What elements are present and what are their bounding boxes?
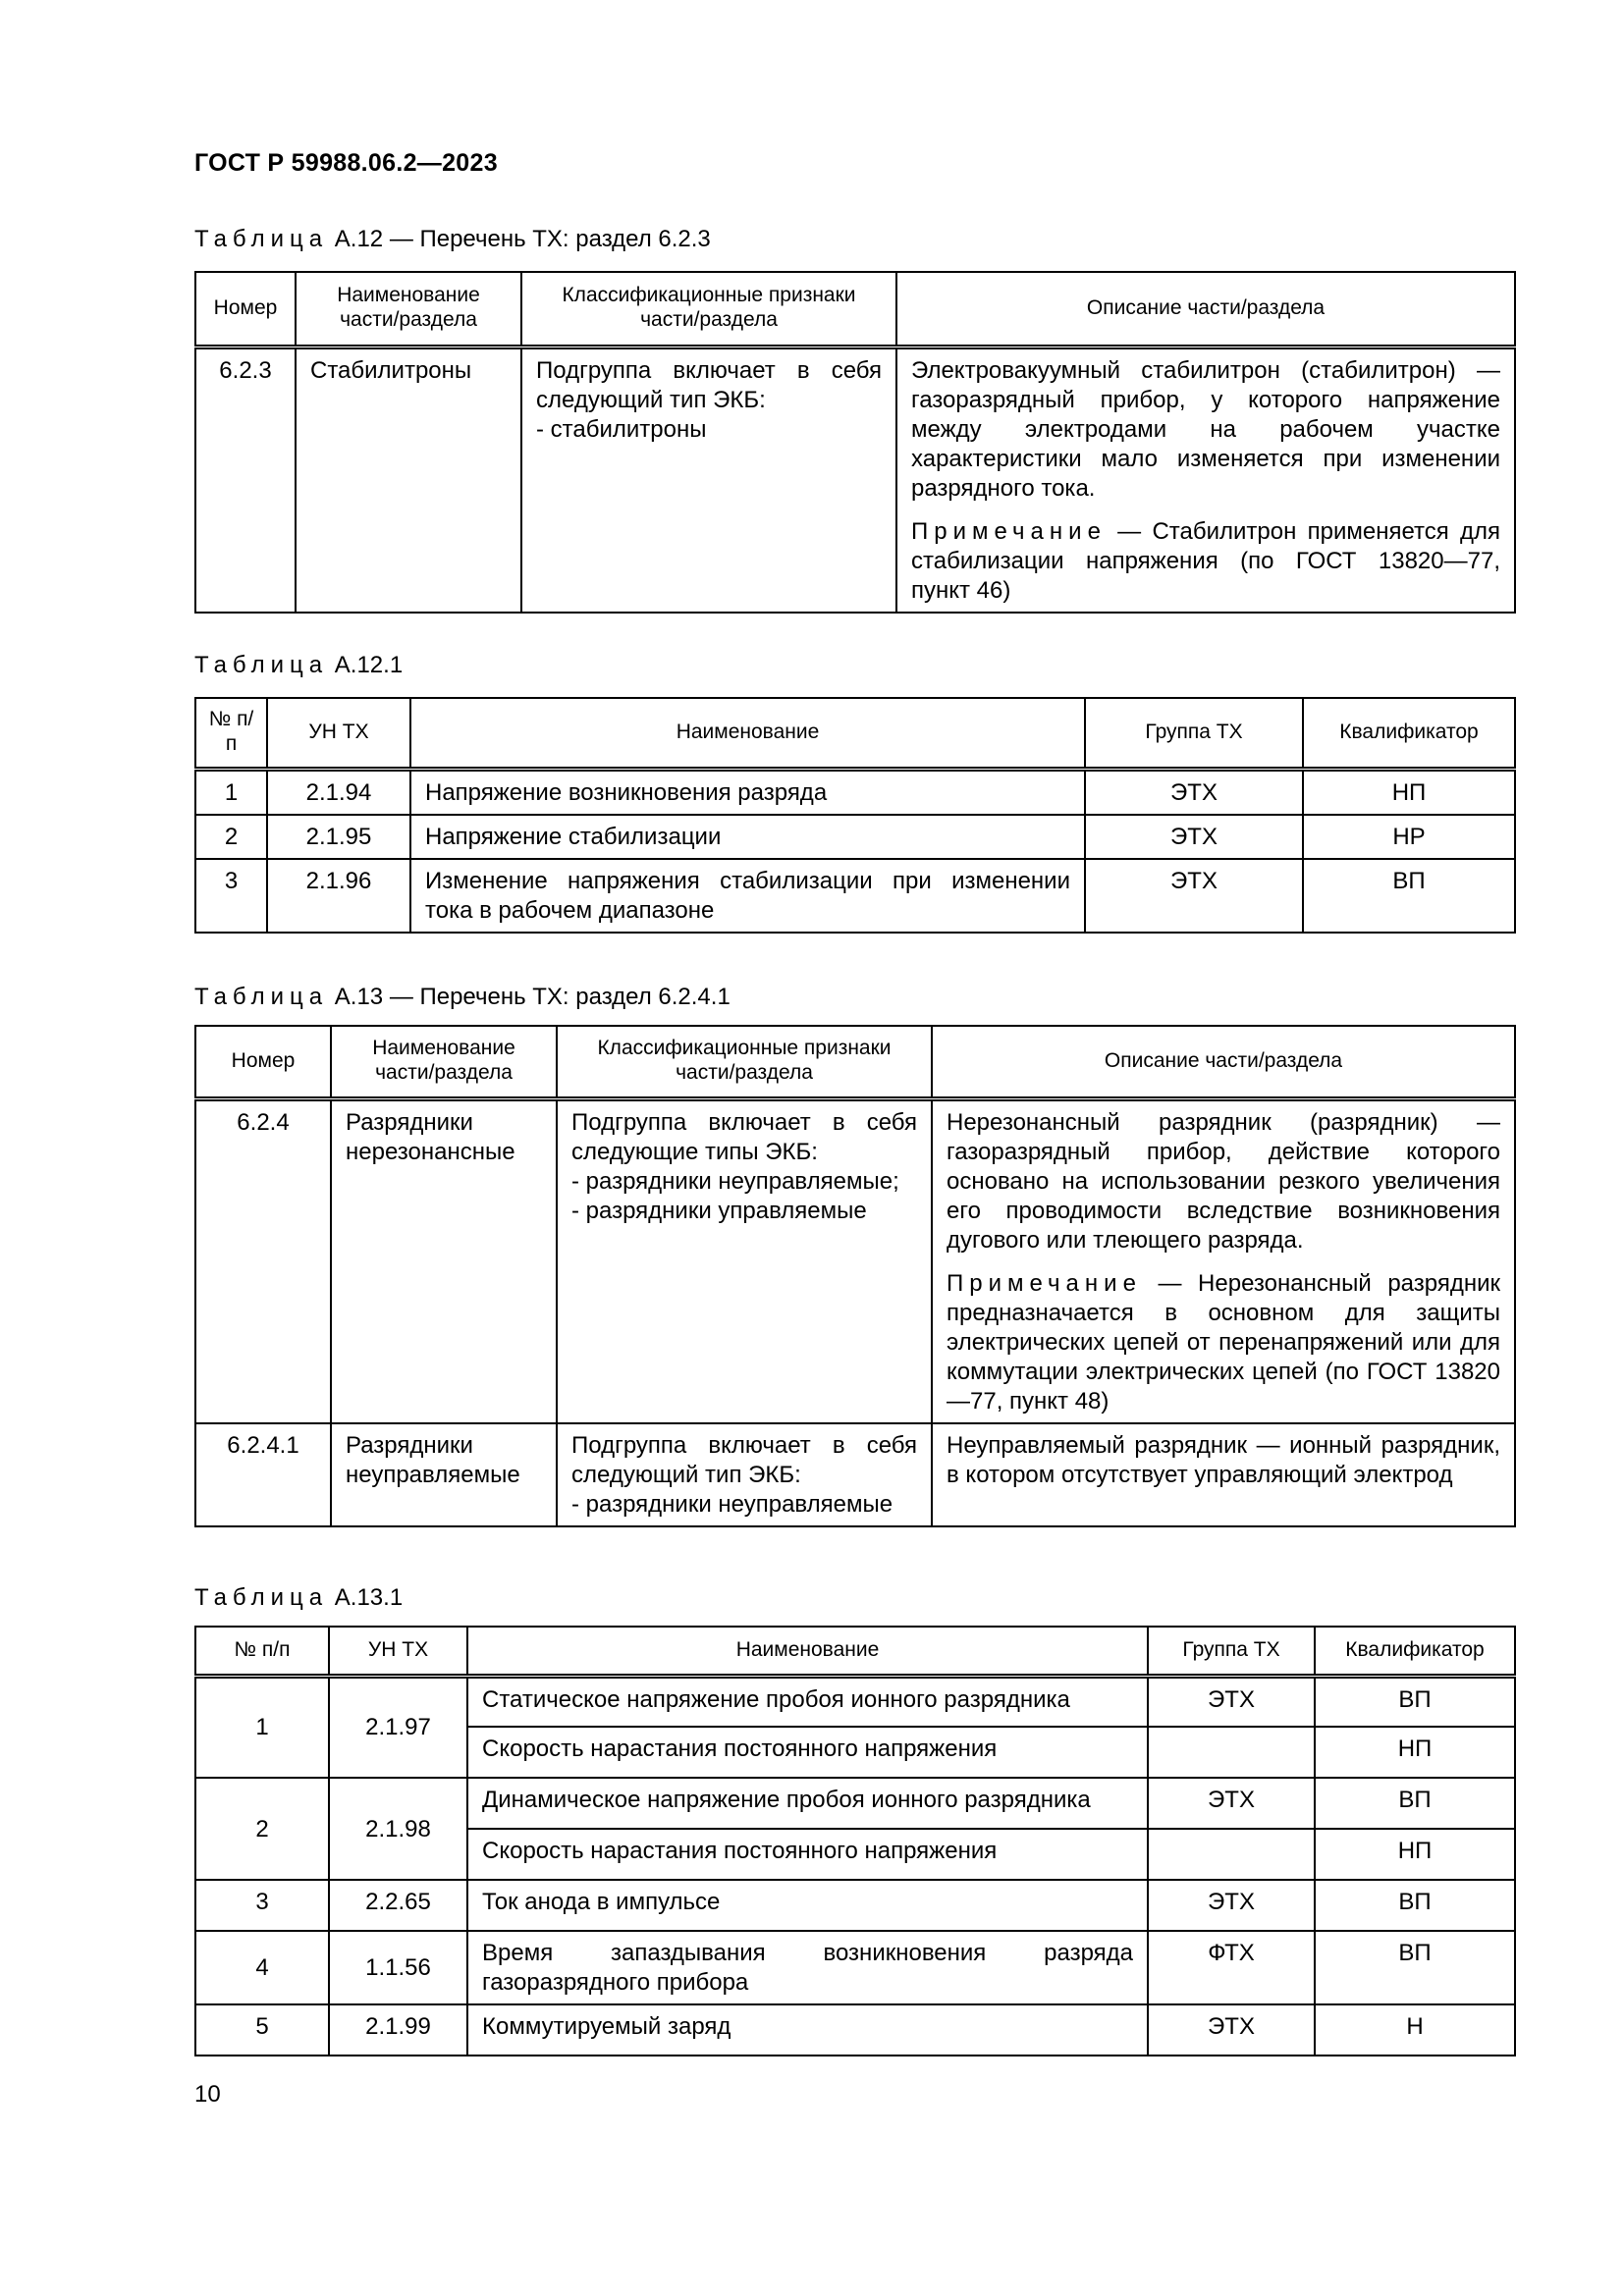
- description-text: Электровакуумный стабилитрон (стабилитрон) — газоразрядный прибор, у которого напряжение между электродами на рабочем участке характеристики мало изменяется при изменении разрядного тока.: [911, 356, 1500, 502]
- table-row: [195, 1778, 1515, 1829]
- classification-intro: Подгруппа включает в себя следующие типы ЭКБ:: [571, 1108, 917, 1165]
- cell-n: 1: [195, 769, 267, 815]
- cell-qualifier: НП: [1315, 1727, 1515, 1778]
- cell-n: 3: [195, 1880, 329, 1931]
- cell-name: Разрядники неуправляемые: [331, 1423, 557, 1526]
- cell-qualifier: НР: [1303, 815, 1515, 859]
- cell-name: Ток анода в импульсе: [467, 1880, 1148, 1931]
- cell-number: 6.2.4: [195, 1098, 331, 1423]
- table-row: [195, 815, 1515, 859]
- cell-group: ЭТХ: [1085, 859, 1303, 933]
- cell-group: ФТХ: [1148, 1931, 1315, 2004]
- table-a13: [194, 1025, 1516, 1527]
- cell-group: ЭТХ: [1148, 1880, 1315, 1931]
- note-label: Примечание: [911, 517, 1107, 545]
- cell-group: [1148, 1829, 1315, 1880]
- table-row: [195, 1880, 1515, 1931]
- header-cell: Номер: [195, 1026, 331, 1098]
- cell-group: ЭТХ: [1148, 1676, 1315, 1727]
- table-row: [195, 859, 1515, 933]
- cell-un: 1.1.56: [329, 1931, 467, 2004]
- cell-group: [1148, 1727, 1315, 1778]
- classification-intro: Подгруппа включает в себя следующий тип ЭКБ:: [571, 1431, 917, 1488]
- cell-description: [932, 1098, 1515, 1423]
- cell-un: 2.1.95: [267, 815, 410, 859]
- header-cell: Квалификатор: [1303, 698, 1515, 769]
- cell-un: 2.1.94: [267, 769, 410, 815]
- note: [911, 517, 1500, 606]
- header-cell: Описание части/раздела: [932, 1026, 1515, 1098]
- cell-classification: [521, 347, 896, 613]
- caption-word: Таблица: [194, 984, 329, 1010]
- cell-name: Время запаздывания возникновения разряда газоразрядного прибора: [467, 1931, 1148, 2004]
- cell-name: Статическое напряжение пробоя ионного разрядника: [467, 1676, 1148, 1727]
- header-cell: Квалификатор: [1315, 1627, 1515, 1676]
- table-a13-1: [194, 1626, 1516, 2056]
- caption-text: А.12 — Перечень ТХ: раздел 6.2.3: [334, 226, 711, 252]
- cell-n: 5: [195, 2004, 329, 2056]
- cell-name: Динамическое напряжение пробоя ионного разрядника: [467, 1778, 1148, 1829]
- table-a12-caption: [194, 226, 711, 253]
- note-text: — Нерезонансный разрядник предназначается в основном для защиты электрических цепей от перенапряжений или для коммутации электрических цепей (по ГОСТ 13820—77, пункт 48): [947, 1269, 1500, 1415]
- cell-name: Скорость нарастания постоянного напряжения: [467, 1727, 1148, 1778]
- classification-item: - стабилитроны: [536, 415, 707, 443]
- note: [947, 1269, 1500, 1416]
- cell-name: Стабилитроны: [296, 347, 521, 613]
- description-text: Нерезонансный разрядник (разрядник) — газоразрядный прибор, действие которого основано на использовании резкого увеличения его проводимости вследствие возникновения дугового или тлеющего разряда.: [947, 1108, 1500, 1254]
- header-cell: Наименование части/раздела: [296, 272, 521, 347]
- header-cell: № п/п: [195, 1627, 329, 1676]
- cell-un: 2.1.96: [267, 859, 410, 933]
- cell-un: 2.1.97: [329, 1676, 467, 1778]
- caption-text: А.12.1: [334, 652, 404, 678]
- cell-group: ЭТХ: [1085, 815, 1303, 859]
- classification-item: - разрядники управляемые: [571, 1197, 867, 1224]
- header-cell: Описание части/раздела: [896, 272, 1515, 347]
- table-row: [195, 769, 1515, 815]
- header-cell: УН ТХ: [267, 698, 410, 769]
- table-a12-1-caption: [194, 652, 403, 679]
- caption-word: Таблица: [194, 652, 329, 678]
- cell-qualifier: ВП: [1315, 1880, 1515, 1931]
- cell-n: 2: [195, 1778, 329, 1880]
- header-cell: Номер: [195, 272, 296, 347]
- cell-group: ЭТХ: [1085, 769, 1303, 815]
- table-a13-1-caption: [194, 1584, 403, 1612]
- cell-number: 6.2.4.1: [195, 1423, 331, 1526]
- caption-word: Таблица: [194, 226, 329, 252]
- cell-n: 1: [195, 1676, 329, 1778]
- header-cell: Наименование части/раздела: [331, 1026, 557, 1098]
- cell-qualifier: Н: [1315, 2004, 1515, 2056]
- cell-un: 2.1.98: [329, 1778, 467, 1880]
- cell-n: 3: [195, 859, 267, 933]
- table-row: [195, 1098, 1515, 1423]
- cell-qualifier: НП: [1303, 769, 1515, 815]
- header-cell: УН ТХ: [329, 1627, 467, 1676]
- cell-qualifier: ВП: [1315, 1778, 1515, 1829]
- classification-intro: Подгруппа включает в себя следующий тип ЭКБ:: [536, 356, 882, 413]
- cell-qualifier: ВП: [1315, 1676, 1515, 1727]
- cell-group: ЭТХ: [1148, 2004, 1315, 2056]
- header-cell: Наименование: [410, 698, 1085, 769]
- cell-n: 2: [195, 815, 267, 859]
- cell-qualifier: ВП: [1303, 859, 1515, 933]
- cell-name: Скорость нарастания постоянного напряжения: [467, 1829, 1148, 1880]
- cell-name: Напряжение возникновения разряда: [410, 769, 1085, 815]
- table-row: [195, 2004, 1515, 2056]
- cell-group: ЭТХ: [1148, 1778, 1315, 1829]
- table-row: [195, 1931, 1515, 2004]
- cell-description: [896, 347, 1515, 613]
- header-cell: Наименование: [467, 1627, 1148, 1676]
- header-cell: Группа ТХ: [1148, 1627, 1315, 1676]
- cell-classification: [557, 1423, 932, 1526]
- cell-classification: [557, 1098, 932, 1423]
- table-row: [195, 1676, 1515, 1727]
- cell-un: 2.2.65: [329, 1880, 467, 1931]
- caption-word: Таблица: [194, 1584, 329, 1611]
- note-text: — Стабилитрон применяется для стабилизации напряжения (по ГОСТ 13820—77, пункт 46): [911, 517, 1500, 604]
- cell-name: Коммутируемый заряд: [467, 2004, 1148, 2056]
- cell-description: Неуправляемый разрядник — ионный разрядник, в котором отсутствует управляющий электрод: [932, 1423, 1515, 1526]
- cell-n: 4: [195, 1931, 329, 2004]
- header-cell: № п/п: [195, 698, 267, 769]
- cell-qualifier: НП: [1315, 1829, 1515, 1880]
- table-a12: [194, 271, 1516, 614]
- document-header: ГОСТ Р 59988.06.2—2023: [194, 149, 498, 177]
- cell-qualifier: ВП: [1315, 1931, 1515, 2004]
- cell-name: Напряжение стабилизации: [410, 815, 1085, 859]
- page-number: 10: [194, 2081, 221, 2108]
- caption-text: А.13.1: [334, 1584, 404, 1611]
- header-cell: Группа ТХ: [1085, 698, 1303, 769]
- cell-name: Разрядники нерезонансные: [331, 1098, 557, 1423]
- table-a12-1: [194, 697, 1516, 934]
- cell-name: Изменение напряжения стабилизации при изменении тока в рабочем диапазоне: [410, 859, 1085, 933]
- classification-item: - разрядники неуправляемые;: [571, 1167, 899, 1195]
- cell-un: 2.1.99: [329, 2004, 467, 2056]
- cell-number: 6.2.3: [195, 347, 296, 613]
- table-row: [195, 1423, 1515, 1526]
- caption-text: А.13 — Перечень ТХ: раздел 6.2.4.1: [334, 984, 731, 1010]
- table-row: [195, 347, 1515, 613]
- header-cell: Классификационные признаки части/раздела: [521, 272, 896, 347]
- classification-item: - разрядники неуправляемые: [571, 1490, 893, 1518]
- header-cell: Классификационные признаки части/раздела: [557, 1026, 932, 1098]
- table-a13-caption: [194, 984, 731, 1011]
- note-label: Примечание: [947, 1269, 1142, 1297]
